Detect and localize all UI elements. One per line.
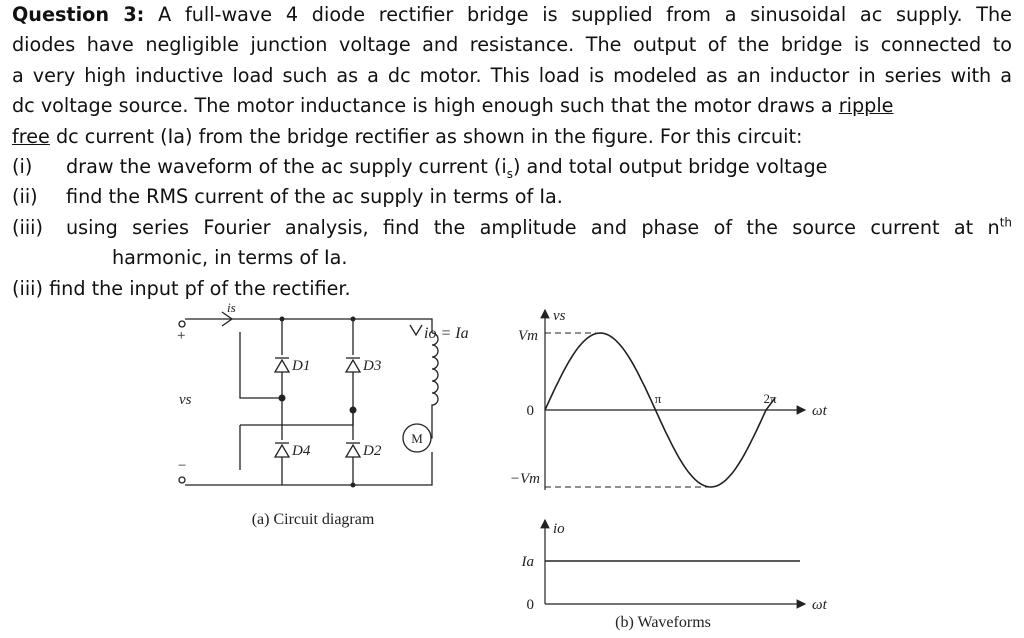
terminal-negative [179, 477, 185, 483]
question-line-4-text: dc voltage source. The motor inductance is high enough such that the motor draws a [12, 94, 833, 118]
item-number: (ii) [12, 185, 38, 209]
plus-sign: + [177, 328, 186, 344]
inductor-coil [432, 333, 438, 427]
diode-label-d3: D3 [363, 358, 382, 374]
question-heading: Question 3: [12, 3, 145, 26]
source-current-label: is [227, 300, 236, 315]
zero-label-bottom: 0 [526, 597, 534, 613]
output-current-label: io = Ia [424, 325, 469, 342]
source-upper-wire [240, 332, 282, 398]
item-text: using series Fourier analysis, find the amplitude and phase of the source current at n [66, 215, 1000, 239]
diode-label-d4: D4 [292, 443, 311, 459]
io-axis-label: io [553, 521, 565, 537]
item-number: (iii) [12, 276, 43, 300]
item-text: find the RMS current of the ac supply in terms of Ia. [66, 185, 563, 209]
item-number: (iii) [12, 215, 43, 239]
pi-label: π [654, 391, 662, 406]
question-line-3: a very high inductive load such as a dc motor. This load is modeled as an inductor in series with a [12, 63, 1012, 87]
diode-d2-symbol [346, 443, 360, 457]
source-voltage-label: vs [179, 392, 192, 408]
source-lower-wire [240, 410, 353, 470]
diode-label-d1: D1 [292, 358, 311, 374]
terminal-positive [179, 321, 185, 327]
zero-label: 0 [526, 403, 534, 419]
diode-d3-symbol [346, 358, 360, 372]
current-waveform-labels [521, 521, 828, 631]
item-text-end: ) and total output bridge voltage [512, 154, 828, 178]
question-item-3-continued: harmonic, in terms of Ia. [112, 246, 348, 270]
item-number: (i) [12, 154, 33, 178]
underlined-free: free [12, 124, 50, 148]
circuit-caption: (a) Circuit diagram [251, 511, 375, 528]
item-superscript: th [999, 215, 1012, 230]
diode-label-d2: D2 [363, 443, 382, 459]
node-dot [351, 317, 356, 322]
circuit-diagram [179, 312, 438, 488]
neg-vm-label: −Vm [509, 471, 540, 487]
wt-label-top: ωt [812, 403, 827, 419]
current-waveform-plot [545, 520, 805, 604]
item-text: draw the waveform of the ac supply current (i [66, 154, 507, 178]
voltage-waveform-labels [510, 308, 828, 487]
waveforms-caption: (b) Waveforms [615, 614, 711, 631]
vs-axis-label: vs [553, 308, 566, 324]
node-dot [279, 395, 286, 402]
motor-label: M [411, 431, 423, 446]
question-line-2: diodes have negligible junction voltage and resistance. The output of the bridge is connected to [12, 33, 1012, 57]
minus-sign: − [178, 458, 187, 474]
underlined-ripple: ripple [838, 94, 894, 118]
node-dot [350, 407, 357, 414]
question-line-5-text: dc current (Ia) from the bridge rectifier as shown in the figure. For this circuit: [55, 124, 803, 148]
diode-d1-symbol [275, 358, 289, 372]
question-line-1-text: A full-wave 4 diode rectifier bridge is supplied from a sinusoidal ac supply. The [158, 3, 1012, 26]
vm-label: Vm [518, 328, 538, 344]
circuit-labels [177, 300, 469, 528]
node-dot [351, 483, 356, 488]
output-current-arrow [410, 325, 422, 335]
two-pi-label: 2π [763, 391, 777, 406]
node-dot [280, 317, 285, 322]
item-subscript: s [506, 166, 513, 181]
item-text: find the input pf of the rectifier. [49, 276, 351, 300]
wt-label-bottom: ωt [812, 597, 827, 613]
diode-d4-symbol [275, 443, 289, 457]
ia-label: Ia [521, 554, 534, 570]
